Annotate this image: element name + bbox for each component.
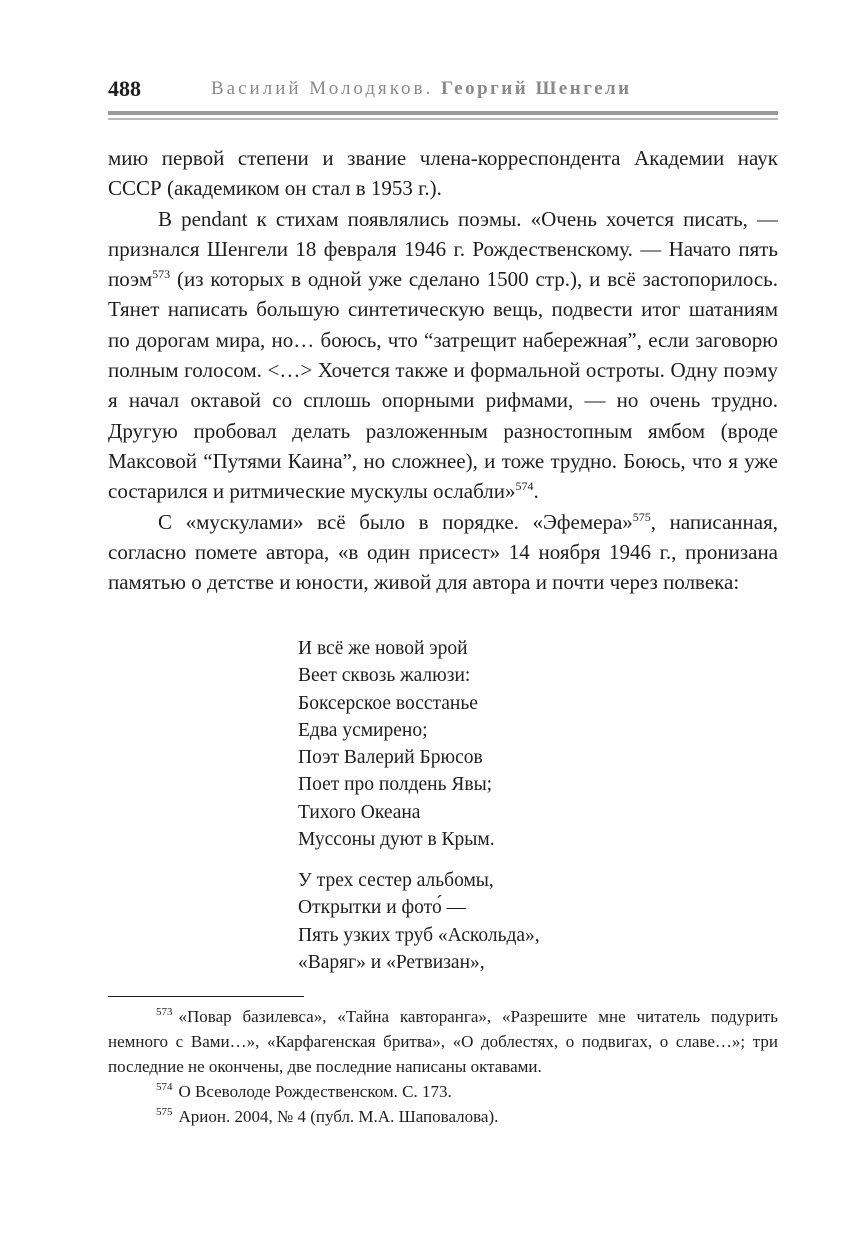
verse-stanza-2 — [298, 867, 598, 976]
paragraph-2-text-a: В pendant к стихам появлялись поэмы. «Очень хочется писать, — признался Шенгели 18 февраля 1946 г. Рождественскому. — Начато пять поэм — [108, 206, 778, 292]
footnote-separator — [108, 996, 304, 997]
running-title — [211, 78, 632, 100]
paragraph-3-text-a: С «мускулами» всё было в порядке. «Эфемера» — [158, 509, 633, 534]
footnote-574 — [108, 1079, 778, 1104]
paragraph-3-text-b: , написанная, согласно помете автора, «в один присест» 14 ноября 1946 г., пронизана памятью о детстве и юности, живой для автора и почти через полвека: — [108, 509, 778, 595]
paragraph-2 — [108, 204, 778, 507]
footnote-text: «Повар базилевса», «Тайна кавторанга», «Разрешите мне читатель подурить немного с Вами…», «Карфагенская бритва», «О доблестях, о подвигах, о славе…»; три последние не окончены, две последние написаны октавами. — [108, 1007, 778, 1076]
header-rule-thick — [108, 111, 778, 115]
paragraph-1 — [108, 143, 778, 204]
header-book-title: Георгий Шенгели — [441, 78, 632, 99]
page-number: 488 — [108, 76, 141, 101]
verse-line: У трех сестер альбомы, — [298, 870, 494, 891]
verse-line: Поет про полдень Явы; — [298, 774, 493, 796]
verse-line: «Варяг» и «Ретвизан», — [298, 951, 485, 973]
verse-stanza-1 — [298, 635, 598, 853]
header-author: Василий Молодяков. — [211, 78, 434, 99]
verse-line: Веет сквозь жалюзи: — [298, 665, 471, 687]
footnote-ref-575[interactable]: 575 — [632, 509, 651, 524]
footnotes — [108, 1004, 778, 1129]
verse-line: Едва усмирено; — [298, 719, 428, 741]
running-head — [108, 76, 778, 104]
footnote-number: 574 — [156, 1081, 173, 1094]
paragraph-2-text-b: (из которых в одной уже сделано 1500 стр.), и всё застопорилось. Тянет написать большую синтетическую вещь, подвести итог шатаниям по дорогам мира, но… боюсь, что “затрещит набережная”, если заговорю полным голосом. <…> Хочется также и формальной остроты. Одну поэму я начал октавой со сплошь опорными рифмами, — но очень трудно. Другую пробовал делать разложенным разностопным ямбом (вроде Максовой “Путями Каина”, но сложнее), и тоже трудно. Боюсь, что я уже состарился и ритмические мускулы ослабли» — [108, 267, 778, 504]
footnote-ref-574[interactable]: 574 — [515, 479, 534, 494]
paragraph-1-text: мию первой степени и звание члена-корреспондента Академии наук СССР (академиком он стал в 1953 г.). — [108, 146, 778, 201]
verse-line: Поэт Валерий Брюсов — [298, 747, 483, 769]
verse-line: И всё же новой эрой — [298, 638, 468, 659]
verse-line: Пять узких труб «Аскольда», — [298, 924, 540, 946]
footnote-text: Арион. 2004, № 4 (публ. М.А. Шаповалова). — [178, 1107, 499, 1126]
footnote-ref-573[interactable]: 573 — [152, 267, 171, 282]
paragraph-2-text-c: . — [533, 479, 539, 504]
header-rule-thin — [108, 118, 778, 120]
verse-line: Тихого Океана — [298, 801, 421, 823]
verse-line: Открытки и фото́ — — [298, 897, 467, 919]
verse-line: Боксерское восстанье — [298, 692, 478, 714]
footnote-number: 575 — [156, 1106, 173, 1119]
footnote-573 — [108, 1004, 778, 1079]
body-text — [108, 143, 778, 597]
footnote-number: 573 — [156, 1006, 173, 1019]
footnote-575 — [108, 1104, 778, 1129]
verse-line: Муссоны дуют в Крым. — [298, 829, 495, 851]
footnote-text: О Всеволоде Рождественском. С. 173. — [178, 1082, 452, 1101]
paragraph-3 — [108, 507, 778, 598]
